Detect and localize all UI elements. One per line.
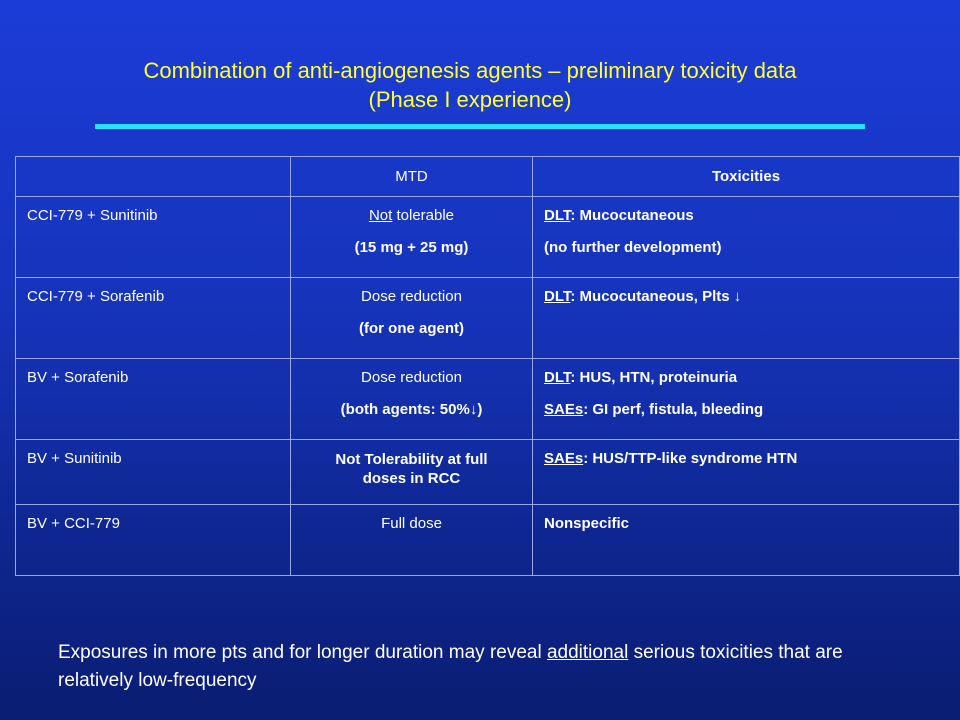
cell-combination: CCI-779 + Sorafenib — [16, 278, 291, 359]
mtd-underlined-text: Not — [368, 207, 393, 224]
cell-toxicities — [533, 278, 960, 359]
mtd-detail: (15 mg + 25 mg) — [354, 239, 469, 256]
slide-title — [40, 56, 900, 114]
mtd-detail: doses in RCC — [362, 470, 461, 487]
dlt-label: DLT — [544, 288, 571, 305]
cell-mtd — [291, 440, 533, 505]
cell-mtd — [291, 197, 533, 278]
table-row — [16, 505, 960, 576]
slide-title-line2: (Phase I experience) — [368, 87, 572, 112]
title-underline-rule — [95, 124, 865, 129]
cell-toxicities — [533, 505, 960, 576]
cell-combination: BV + Sorafenib — [16, 359, 291, 440]
mtd-text: Not Tolerability at full — [335, 451, 488, 468]
toxicity-text: Nonspecific — [544, 515, 630, 532]
header-cell-mtd: MTD — [291, 157, 533, 197]
table-header-row — [16, 157, 960, 197]
cell-toxicities — [533, 197, 960, 278]
cell-combination: BV + Sunitinib — [16, 440, 291, 505]
mtd-detail: (both agents: 50%↓) — [340, 401, 483, 418]
down-arrow-icon: ↓ — [469, 401, 478, 418]
table-row — [16, 197, 960, 278]
dlt-label: DLT — [544, 369, 571, 386]
toxicity-table — [15, 156, 960, 576]
saes-label: SAEs — [544, 450, 584, 467]
header-cell-combination — [16, 157, 291, 197]
dlt-label: DLT — [544, 207, 571, 224]
header-cell-toxicities: Toxicities — [533, 157, 960, 197]
table-row — [16, 440, 960, 505]
cell-toxicities — [533, 440, 960, 505]
mtd-text: Dose reduction — [361, 288, 462, 305]
toxicity-text: : HUS, HTN, proteinuria — [570, 369, 738, 386]
down-arrow-icon: ↓ — [733, 288, 742, 305]
toxicity-text: : HUS/TTP-like syndrome HTN — [583, 450, 798, 467]
footnote: Exposures in more pts and for longer duration may reveal additional serious toxicities that are relatively low-frequency — [58, 642, 843, 691]
table-row — [16, 278, 960, 359]
cell-toxicities — [533, 359, 960, 440]
saes-label: SAEs — [544, 401, 584, 418]
toxicity-text: : Mucocutaneous — [570, 207, 694, 224]
footnote-emphasis: additional — [546, 642, 629, 663]
toxicity-detail: : GI perf, fistula, bleeding — [583, 401, 764, 418]
cell-combination: BV + CCI-779 — [16, 505, 291, 576]
cell-mtd — [291, 505, 533, 576]
mtd-text: Full dose — [381, 515, 442, 532]
mtd-text: Dose reduction — [361, 369, 462, 386]
cell-mtd — [291, 359, 533, 440]
mtd-detail: (for one agent) — [359, 320, 464, 337]
cell-combination: CCI-779 + Sunitinib — [16, 197, 291, 278]
mtd-text: tolerable — [392, 207, 455, 224]
slide-title-line1: Combination of anti-angiogenesis agents – preliminary toxicity data — [143, 58, 797, 83]
cell-mtd — [291, 278, 533, 359]
toxicity-detail: (no further development) — [544, 239, 722, 256]
table-row — [16, 359, 960, 440]
toxicity-text: : Mucocutaneous, Plts — [570, 288, 734, 305]
